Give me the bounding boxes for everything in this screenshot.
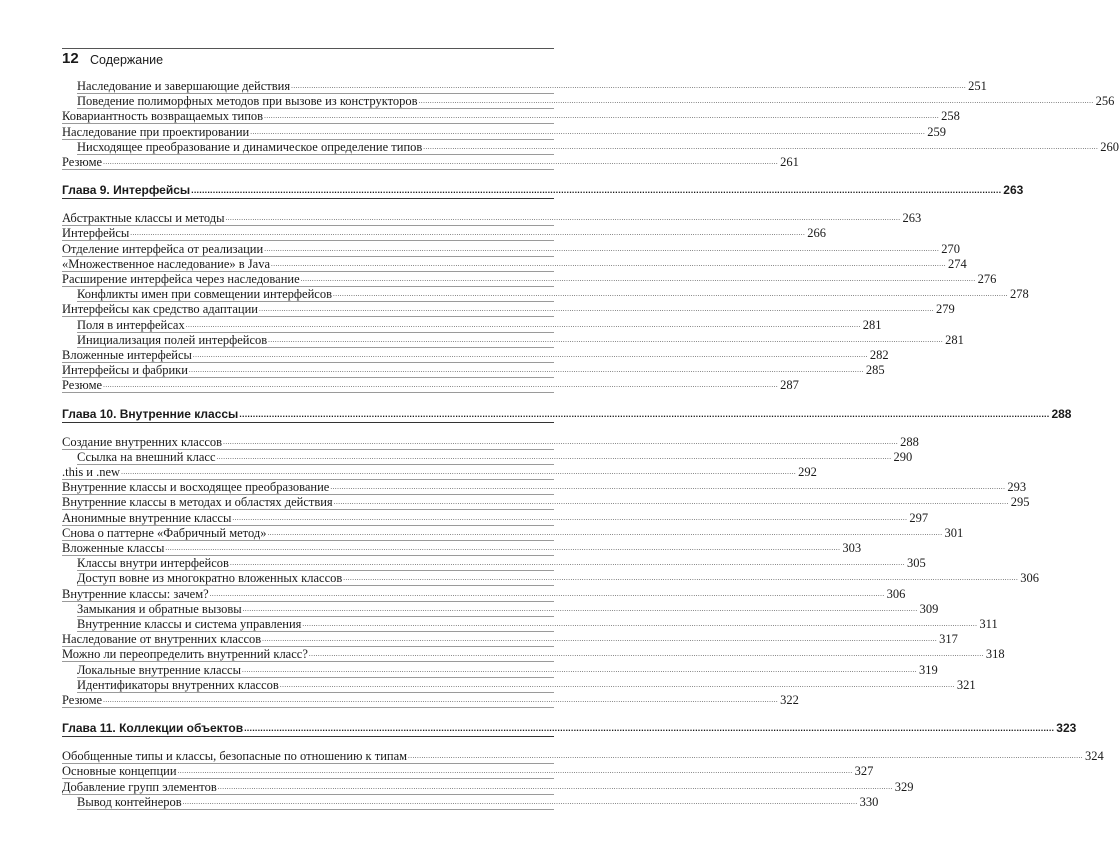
dot-leader: ............................................................................................................................................................................................................................................................................................................ xyxy=(264,112,940,120)
toc-entry xyxy=(77,571,1040,586)
toc-entry xyxy=(77,94,1115,109)
entry-page-number: 281 xyxy=(862,318,882,332)
entry-title: Вложенные интерфейсы xyxy=(62,348,192,362)
toc-entry xyxy=(62,435,919,450)
entry-title: Наследование и завершающие действия xyxy=(77,79,291,93)
entry-title: Глава 11. Коллекции объектов xyxy=(62,721,244,735)
entry-page-number: 293 xyxy=(1007,480,1027,494)
dot-leader: ............................................................................................................................................................................................................................................................................................................ xyxy=(242,666,918,674)
entry-page-number: 290 xyxy=(893,450,913,464)
dot-leader: ............................................................................................................................................................................................................................................................................................................ xyxy=(229,559,905,567)
entry-page-number: 274 xyxy=(948,257,967,271)
dot-leader: ............................................................................................................................................................................................................................................................................................................ xyxy=(209,590,885,598)
toc-entry xyxy=(77,450,913,465)
toc-entry xyxy=(62,632,958,647)
entry-page-number: 258 xyxy=(941,109,960,123)
dot-leader: ............................................................................................................................................................................................................................................................................................................ xyxy=(103,381,779,389)
entry-title: Интерфейсы и фабрики xyxy=(62,363,188,377)
toc-entry xyxy=(62,226,827,241)
entry-page-number: 327 xyxy=(854,764,874,778)
entry-title: Вывод контейнеров xyxy=(77,795,182,809)
toc-entry xyxy=(77,79,987,94)
toc-entry xyxy=(62,272,997,287)
dot-leader: ............................................................................................................................................................................................................................................................................................................ xyxy=(343,574,1019,582)
entry-title: Локальные внутренние классы xyxy=(77,663,242,677)
dot-leader: ............................................................................................................................................................................................................................................................................................................ xyxy=(121,468,797,476)
entry-title: Наследование от внутренних классов xyxy=(62,632,262,646)
entry-page-number: 319 xyxy=(919,663,938,677)
entry-title: Наследование при проектировании xyxy=(62,125,250,139)
toc-entry xyxy=(62,647,1005,662)
toc-entry xyxy=(77,556,926,571)
toc-entry xyxy=(62,378,799,393)
entry-page-number: 287 xyxy=(780,378,799,392)
entry-title: Инициализация полей интерфейсов xyxy=(77,333,268,347)
entry-page-number: 278 xyxy=(1009,287,1029,301)
entry-page-number: 282 xyxy=(869,348,889,362)
entry-page-number: 309 xyxy=(919,602,939,616)
entry-title: .this и .new xyxy=(62,465,121,479)
toc-entry xyxy=(62,242,960,257)
dot-leader: ............................................................................................................................................................................................................................................................................................................ xyxy=(223,438,899,446)
entry-title: Резюме xyxy=(62,155,103,169)
toc-entry xyxy=(62,363,885,378)
dot-leader: ............................................................................................................................................................................................................................................................................................................ xyxy=(279,681,955,689)
entry-title: Классы внутри интерфейсов xyxy=(77,556,229,570)
entry-page-number: 281 xyxy=(945,333,964,347)
entry-title: Абстрактные классы и методы xyxy=(62,211,225,225)
toc-entry xyxy=(77,333,964,348)
entry-title: Резюме xyxy=(62,693,103,707)
entry-page-number: 260 xyxy=(1100,140,1119,154)
entry-page-number: 306 xyxy=(886,587,906,601)
toc-entry xyxy=(62,526,964,541)
toc-entry xyxy=(77,318,882,333)
toc-entry xyxy=(62,109,960,124)
entry-title: Отделение интерфейса от реализации xyxy=(62,242,264,256)
entry-title: Резюме xyxy=(62,378,103,392)
dot-leader: ............................................................................................................................................................................................................................................................................................................ xyxy=(217,783,893,791)
dot-leader: ............................................................................................................................................................................................................................................................................................................ xyxy=(216,453,892,461)
entry-page-number: 263 xyxy=(902,211,922,225)
entry-page-number: 297 xyxy=(909,511,929,525)
entry-title: Ковариантность возвращаемых типов xyxy=(62,109,264,123)
dot-leader: ............................................................................................................................................................................................................................................................................................................ xyxy=(165,544,841,552)
entry-page-number: 288 xyxy=(900,435,919,449)
dot-leader: ............................................................................................................................................................................................................................................................................................................ xyxy=(264,245,940,253)
entry-page-number: 321 xyxy=(956,678,976,692)
chapter-entry xyxy=(62,406,1072,423)
entry-page-number: 329 xyxy=(894,780,914,794)
entry-page-number: 279 xyxy=(935,302,955,316)
entry-page-number: 263 xyxy=(1003,183,1024,197)
dot-leader: ............................................................................................................................................................................................................................................................................................................ xyxy=(177,767,853,775)
entry-title: Внутренние классы: зачем? xyxy=(62,587,209,601)
toc-entry xyxy=(77,663,938,678)
entry-title: Интерфейсы xyxy=(62,226,130,240)
dot-leader: ............................................................................................................................................................................................................................................................................................................ xyxy=(191,185,1002,195)
dot-leader: ............................................................................................................................................................................................................................................................................................................ xyxy=(192,351,868,359)
entry-page-number: 270 xyxy=(941,242,960,256)
chapter-entry xyxy=(62,720,1077,737)
dot-leader: ............................................................................................................................................................................................................................................................................................................ xyxy=(103,158,779,166)
dot-leader: ............................................................................................................................................................................................................................................................................................................ xyxy=(258,305,934,313)
entry-page-number: 266 xyxy=(807,226,827,240)
entry-page-number: 256 xyxy=(1095,94,1115,108)
entry-page-number: 288 xyxy=(1051,407,1072,421)
entry-title: Обобщенные типы и классы, безопасные по отношению к типам xyxy=(62,749,408,763)
dot-leader: ............................................................................................................................................................................................................................................................................................................ xyxy=(185,321,861,329)
entry-title: Идентификаторы внутренних классов xyxy=(77,678,279,692)
dot-leader: ............................................................................................................................................................................................................................................................................................................ xyxy=(333,498,1009,506)
dot-leader: ............................................................................................................................................................................................................................................................................................................ xyxy=(308,650,984,658)
toc-entry xyxy=(62,480,1027,495)
dot-leader: ............................................................................................................................................................................................................................................................................................................ xyxy=(268,336,944,344)
entry-page-number: 251 xyxy=(968,79,987,93)
toc-entry xyxy=(62,780,914,795)
entry-title: Внутренние классы и восходящее преобразование xyxy=(62,480,330,494)
entry-page-number: 306 xyxy=(1020,571,1040,585)
toc-entry xyxy=(62,155,799,170)
dot-leader: ............................................................................................................................................................................................................................................................................................................ xyxy=(332,290,1008,298)
dot-leader: ............................................................................................................................................................................................................................................................................................................ xyxy=(418,97,1094,105)
entry-title: Расширение интерфейса через наследование xyxy=(62,272,300,286)
entry-title: Создание внутренних классов xyxy=(62,435,223,449)
toc-entry xyxy=(62,749,1104,764)
toc-entry xyxy=(62,302,955,317)
dot-leader: ............................................................................................................................................................................................................................................................................................................ xyxy=(232,514,908,522)
dot-leader: ............................................................................................................................................................................................................................................................................................................ xyxy=(300,275,976,283)
entry-title: Глава 9. Интерфейсы xyxy=(62,183,191,197)
toc-entry xyxy=(62,211,922,226)
entry-page-number: 323 xyxy=(1056,721,1077,735)
entry-page-number: 303 xyxy=(842,541,862,555)
dot-leader: ............................................................................................................................................................................................................................................................................................................ xyxy=(242,605,918,613)
dot-leader: ............................................................................................................................................................................................................................................................................................................ xyxy=(103,696,779,704)
dot-leader: ............................................................................................................................................................................................................................................................................................................ xyxy=(239,409,1050,419)
toc-entry xyxy=(62,764,874,779)
dot-leader: ............................................................................................................................................................................................................................................................................................................ xyxy=(423,143,1099,151)
toc-entry xyxy=(62,348,889,363)
dot-leader: ............................................................................................................................................................................................................................................................................................................ xyxy=(130,229,806,237)
entry-page-number: 311 xyxy=(979,617,998,631)
entry-page-number: 261 xyxy=(780,155,799,169)
dot-leader: ............................................................................................................................................................................................................................................................................................................ xyxy=(291,82,967,90)
entry-title: Внутренние классы и система управления xyxy=(77,617,302,631)
entry-page-number: 324 xyxy=(1085,749,1104,763)
toc-entry xyxy=(62,495,1030,510)
dot-leader: ............................................................................................................................................................................................................................................................................................................ xyxy=(408,752,1084,760)
entry-title: Интерфейсы как средство адаптации xyxy=(62,302,258,316)
entry-title: Глава 10. Внутренние классы xyxy=(62,407,239,421)
entry-title: «Множественное наследование» в Java xyxy=(62,257,271,271)
entry-page-number: 318 xyxy=(985,647,1005,661)
dot-leader: ............................................................................................................................................................................................................................................................................................................ xyxy=(250,128,926,136)
dot-leader: ............................................................................................................................................................................................................................................................................................................ xyxy=(244,723,1055,733)
entry-page-number: 276 xyxy=(977,272,997,286)
entry-page-number: 301 xyxy=(944,526,964,540)
toc-entry xyxy=(62,465,817,480)
toc-entry xyxy=(77,795,879,810)
page-number: 12 xyxy=(62,50,79,67)
entry-title: Основные концепции xyxy=(62,764,177,778)
toc-entry xyxy=(77,602,939,617)
dot-leader: ............................................................................................................................................................................................................................................................................................................ xyxy=(271,260,947,268)
toc-entry xyxy=(62,257,967,272)
dot-leader: ............................................................................................................................................................................................................................................................................................................ xyxy=(302,620,978,628)
entry-title: Конфликты имен при совмещении интерфейсов xyxy=(77,287,332,301)
entry-title: Поведение полиморфных методов при вызове из конструкторов xyxy=(77,94,418,108)
entry-page-number: 322 xyxy=(780,693,799,707)
entry-page-number: 285 xyxy=(865,363,885,377)
dot-leader: ............................................................................................................................................................................................................................................................................................................ xyxy=(330,483,1006,491)
entry-title: Вложенные классы xyxy=(62,541,165,555)
entry-title: Внутренние классы в методах и областях действия xyxy=(62,495,333,509)
toc-entry xyxy=(62,511,929,526)
entry-title: Ссылка на внешний класс xyxy=(77,450,216,464)
toc-entry xyxy=(62,693,799,708)
dot-leader: ............................................................................................................................................................................................................................................................................................................ xyxy=(267,529,943,537)
toc-entry xyxy=(77,140,1119,155)
dot-leader: ............................................................................................................................................................................................................................................................................................................ xyxy=(188,366,864,374)
entry-title: Снова о паттерне «Фабричный метод» xyxy=(62,526,267,540)
entry-page-number: 330 xyxy=(859,795,879,809)
dot-leader: ............................................................................................................................................................................................................................................................................................................ xyxy=(225,214,901,222)
entry-title: Анонимные внутренние классы xyxy=(62,511,232,525)
entry-page-number: 259 xyxy=(927,125,946,139)
entry-title: Нисходящее преобразование и динамическое определение типов xyxy=(77,140,423,154)
dot-leader: ............................................................................................................................................................................................................................................................................................................ xyxy=(182,798,858,806)
entry-page-number: 305 xyxy=(906,556,926,570)
toc-entry xyxy=(62,587,906,602)
running-title: Содержание xyxy=(90,53,164,67)
toc-entry xyxy=(62,541,862,556)
dot-leader: ............................................................................................................................................................................................................................................................................................................ xyxy=(262,635,938,643)
entry-title: Замыкания и обратные вызовы xyxy=(77,602,242,616)
entry-title: Можно ли переопределить внутренний класс? xyxy=(62,647,308,661)
chapter-entry xyxy=(62,182,1024,199)
toc-entry xyxy=(77,617,998,632)
toc-entry xyxy=(77,678,976,693)
entry-page-number: 317 xyxy=(939,632,958,646)
entry-title: Добавление групп элементов xyxy=(62,780,217,794)
entry-title: Поля в интерфейсах xyxy=(77,318,185,332)
toc-entry xyxy=(77,287,1029,302)
entry-title: Доступ вовне из многократно вложенных классов xyxy=(77,571,343,585)
entry-page-number: 292 xyxy=(798,465,817,479)
entry-page-number: 295 xyxy=(1010,495,1030,509)
toc-entry xyxy=(62,125,946,140)
